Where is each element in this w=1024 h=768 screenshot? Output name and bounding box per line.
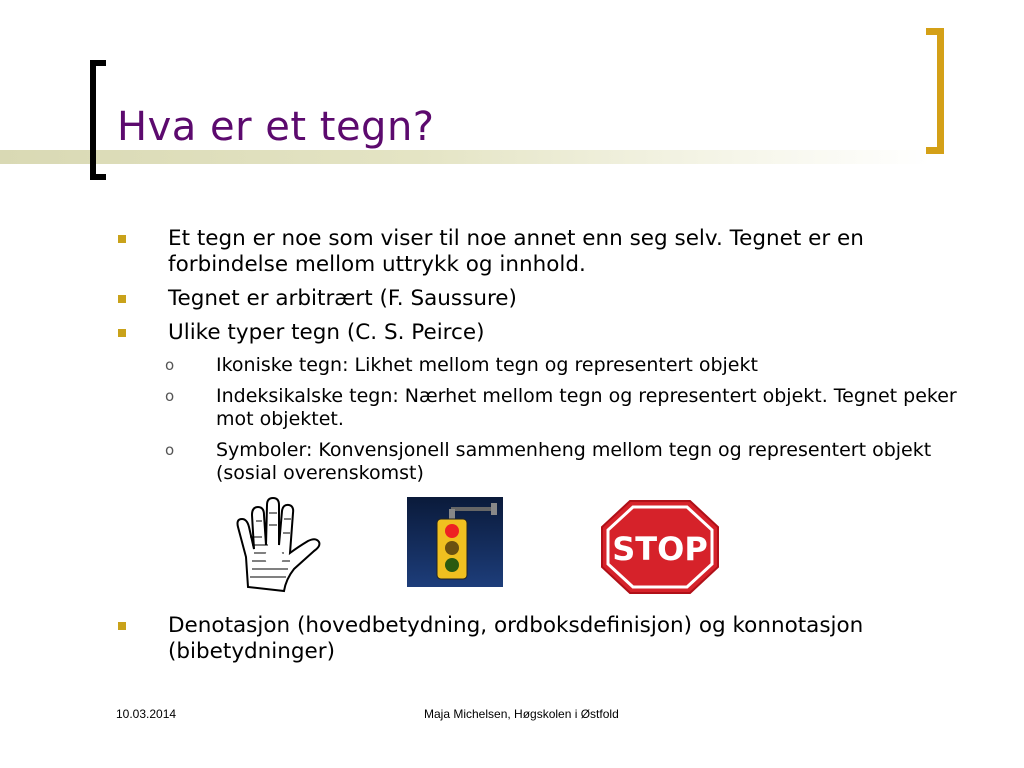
title-band xyxy=(0,150,930,164)
stop-sign-icon xyxy=(600,499,720,595)
subbullet-item xyxy=(118,385,958,431)
footer-date: 10.03.2014 xyxy=(116,707,177,721)
sign-examples xyxy=(118,493,958,603)
circle-bullet-icon: o xyxy=(165,387,175,405)
bullet-text: Denotasjon (hovedbetydning, ordboksdefinisjon) og konnotasjon (bibetydninger) xyxy=(168,613,864,664)
bullet-item xyxy=(118,613,958,665)
subbullet-text: Indeksikalske tegn: Nærhet mellom tegn og representert objekt. Tegnet peker mot objektet. xyxy=(216,385,957,430)
bullet-item xyxy=(118,226,958,278)
bullet-square-icon xyxy=(118,295,126,303)
slide-content xyxy=(118,226,958,673)
circle-bullet-icon: o xyxy=(165,356,175,374)
subbullet-item xyxy=(118,354,958,377)
subbullet-text: Symboler: Konvensjonell sammenheng mellom tegn og representert objekt (sosial overenskomst) xyxy=(216,439,932,484)
stop-sign-text: STOP xyxy=(612,530,708,568)
circle-bullet-icon: o xyxy=(165,441,175,459)
right-bracket-decoration xyxy=(926,28,944,154)
bullet-item xyxy=(118,286,958,312)
subbullet-text: Ikoniske tegn: Likhet mellom tegn og representert objekt xyxy=(216,354,758,376)
bullet-square-icon xyxy=(118,235,126,243)
hand-icon xyxy=(228,497,322,593)
bullet-text: Tegnet er arbitrært (F. Saussure) xyxy=(168,286,517,311)
bullet-text: Et tegn er noe som viser til noe annet enn seg selv. Tegnet er en forbindelse mellom uttrykk og innhold. xyxy=(168,226,864,277)
bullet-item xyxy=(118,320,958,346)
bullet-text: Ulike typer tegn (C. S. Peirce) xyxy=(168,320,485,345)
traffic-light-icon xyxy=(407,497,503,587)
left-bracket-decoration xyxy=(90,60,106,180)
slide-title: Hva er et tegn? xyxy=(117,104,435,150)
bullet-square-icon xyxy=(118,329,126,337)
footer-author: Maja Michelsen, Høgskolen i Østfold xyxy=(424,707,619,721)
bullet-square-icon xyxy=(118,622,126,630)
subbullet-item xyxy=(118,439,958,485)
